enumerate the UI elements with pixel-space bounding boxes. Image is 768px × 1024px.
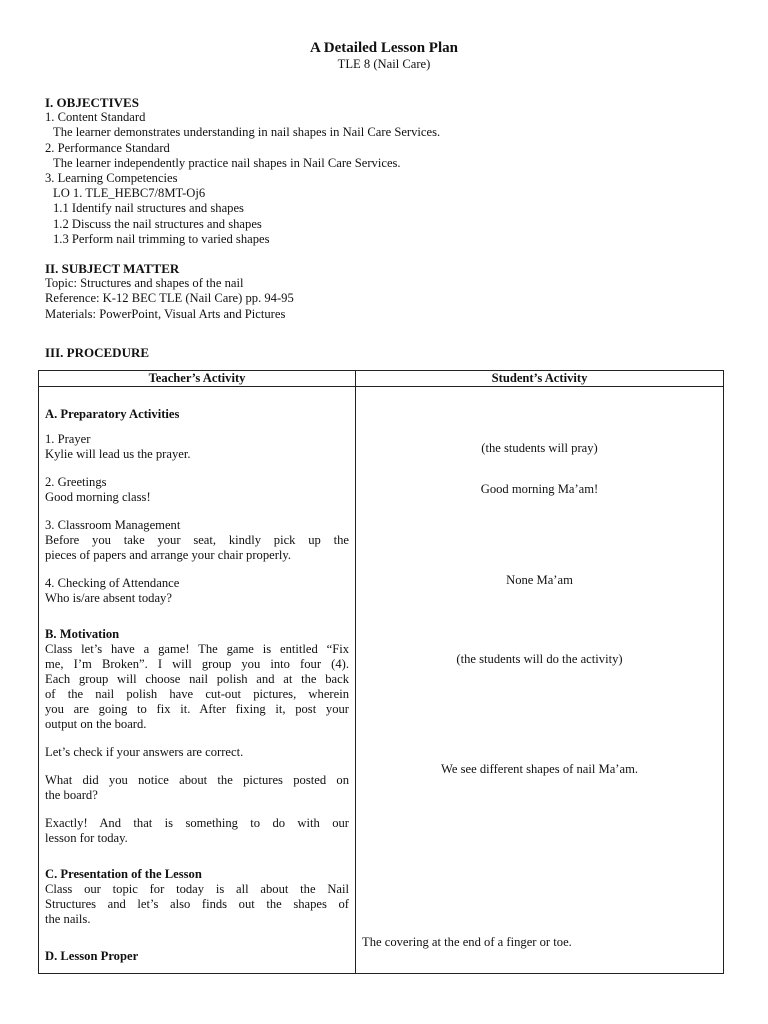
- document-title: A Detailed Lesson Plan: [310, 40, 458, 56]
- subject-matter-section: [45, 261, 735, 322]
- teacher-line: A. Preparatory Activities: [45, 407, 180, 421]
- student-line: Good morning Ma’am!: [480, 482, 599, 496]
- teacher-line: me, I’m Broken”. I will group you into four (4).: [45, 657, 349, 671]
- teacher-line: Before you take your seat, kindly pick up the: [45, 533, 349, 547]
- teacher-line: of the nail polish have cut-out pictures, wherein: [45, 687, 349, 701]
- student-line: The covering at the end of a finger or toe.: [362, 935, 572, 949]
- teacher-line: lesson for today.: [45, 831, 128, 845]
- teacher-line: output on the board.: [45, 717, 147, 731]
- objective-line: 1.1 Identify nail structures and shapes: [53, 201, 244, 216]
- teacher-line: the board?: [45, 788, 98, 802]
- teacher-line: 2. Greetings: [45, 475, 107, 489]
- student-line: (the students will do the activity): [456, 652, 623, 666]
- procedure-table-body-row: [39, 387, 724, 974]
- teacher-line: B. Motivation: [45, 627, 120, 641]
- teacher-line: Kylie will lead us the prayer.: [45, 447, 191, 461]
- teacher-line: you are going to fix it. After fixing it, post your: [45, 702, 349, 716]
- document-subtitle: TLE 8 (Nail Care): [337, 57, 431, 71]
- objective-line: The learner independently practice nail shapes in Nail Care Services.: [53, 155, 401, 170]
- teacher-line: the nails.: [45, 912, 91, 926]
- subject-matter-heading: II. SUBJECT MATTER: [45, 261, 180, 276]
- procedure-section: [45, 345, 735, 360]
- teacher-line: Let’s check if your answers are correct.: [45, 745, 244, 759]
- subject-materials: Materials: PowerPoint, Visual Arts and Pictures: [45, 306, 286, 321]
- student-activity-cell: [356, 387, 724, 974]
- procedure-table-header-row: [39, 371, 724, 387]
- teacher-line: Good morning class!: [45, 490, 151, 504]
- objective-line: 2. Performance Standard: [45, 140, 170, 155]
- objectives-heading: I. OBJECTIVES: [45, 95, 139, 110]
- objective-line: 1.2 Discuss the nail structures and shapes: [53, 216, 262, 231]
- objective-line: LO 1. TLE_HEBC7/8MT-Oj6: [53, 186, 206, 201]
- teacher-line: 1. Prayer: [45, 432, 91, 446]
- objective-line: 1.3 Perform nail trimming to varied shapes: [53, 231, 270, 246]
- objective-line: The learner demonstrates understanding in nail shapes in Nail Care Services.: [53, 125, 441, 140]
- teacher-line: Who is/are absent today?: [45, 591, 172, 605]
- teacher-line: Exactly! And that is something to do with our: [45, 816, 349, 830]
- subject-reference: Reference: K-12 BEC TLE (Nail Care) pp. 94-95: [45, 291, 294, 306]
- objective-line: 3. Learning Competencies: [45, 171, 178, 186]
- procedure-heading: III. PROCEDURE: [45, 345, 150, 360]
- student-line: None Ma’am: [506, 573, 573, 587]
- teacher-activity-cell: [39, 387, 356, 974]
- teacher-activity-header: Teacher’s Activity: [39, 371, 356, 387]
- teacher-line: Each group will choose nail polish and at the back: [45, 672, 349, 686]
- teacher-line: Class let’s have a game! The game is entitled “Fix: [45, 642, 349, 656]
- teacher-line: Structures and let’s also finds out the shapes of: [45, 897, 349, 911]
- teacher-line: 3. Classroom Management: [45, 518, 181, 532]
- teacher-line: pieces of papers and arrange your chair properly.: [45, 548, 292, 562]
- teacher-line: C. Presentation of the Lesson: [45, 867, 202, 881]
- teacher-line: D. Lesson Proper: [45, 949, 139, 963]
- student-line: (the students will pray): [481, 441, 598, 455]
- teacher-line: What did you notice about the pictures posted on: [45, 773, 349, 787]
- teacher-line: 4. Checking of Attendance: [45, 576, 180, 590]
- student-activity-header: Student’s Activity: [356, 371, 724, 387]
- subject-topic: Topic: Structures and shapes of the nail: [45, 276, 244, 291]
- procedure-table: [38, 370, 724, 974]
- teacher-line: Class our topic for today is all about the Nail: [45, 882, 349, 896]
- student-line: We see different shapes of nail Ma’am.: [440, 762, 639, 776]
- objectives-section: [45, 95, 735, 247]
- objective-line: 1. Content Standard: [45, 110, 146, 125]
